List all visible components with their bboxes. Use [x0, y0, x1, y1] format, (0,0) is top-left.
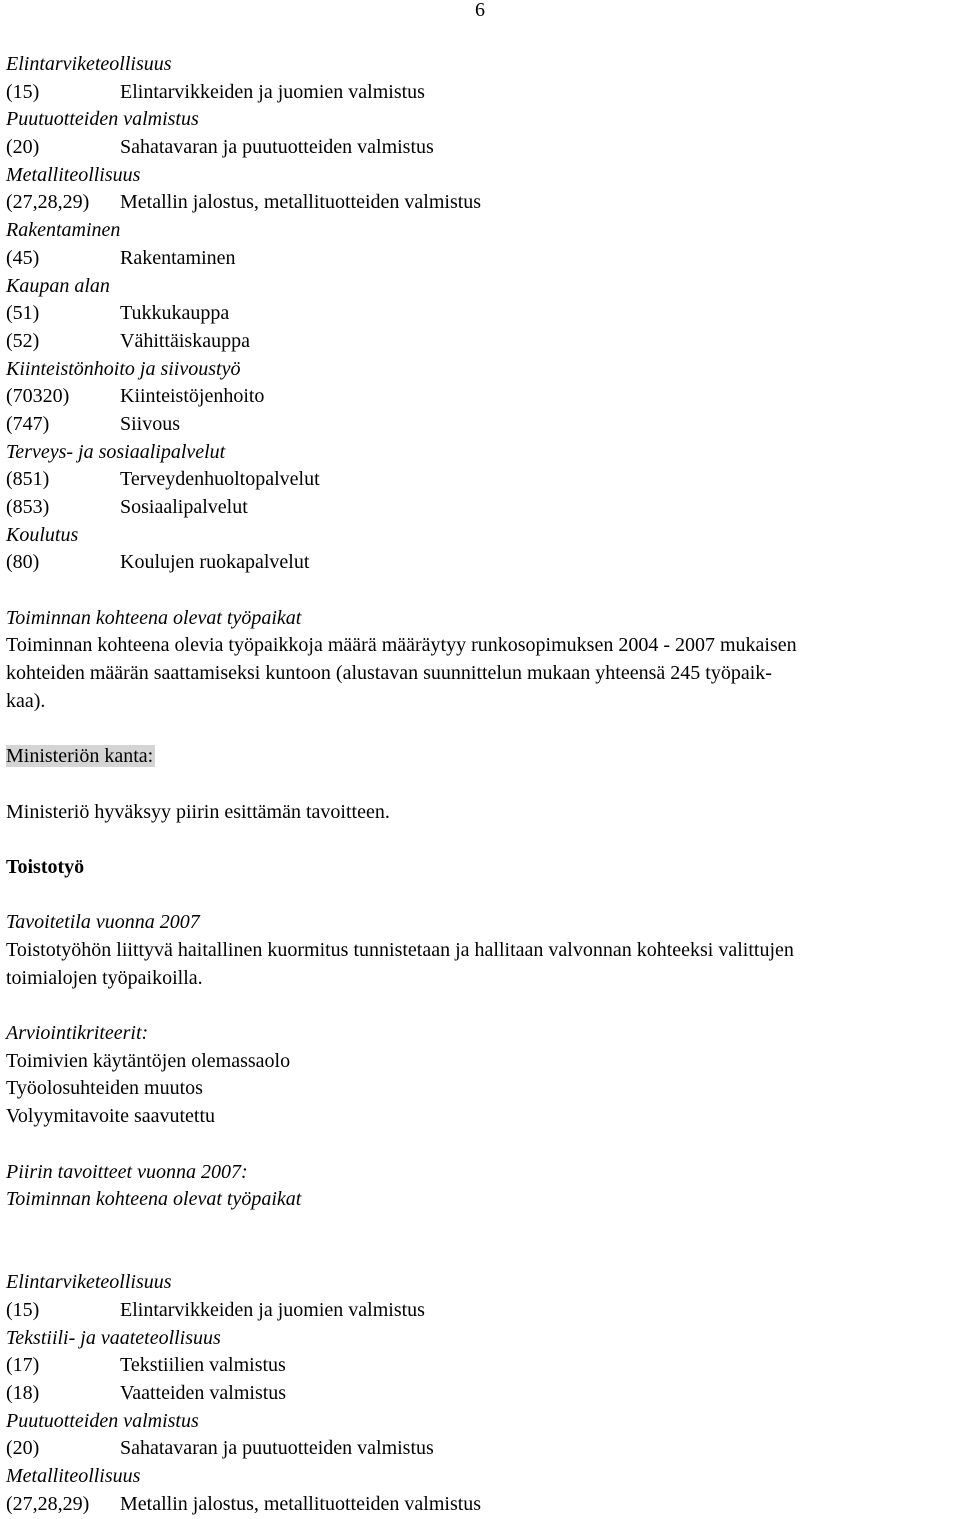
- industry-name: Tukkukauppa: [120, 302, 230, 325]
- industry-entry: [6, 134, 960, 162]
- industry-heading: Puutuotteiden valmistus: [6, 108, 199, 131]
- industry-entry: [6, 1297, 960, 1325]
- criteria-item: Toimivien käytäntöjen olemassaolo: [6, 1049, 291, 1072]
- industry-code: (27,28,29): [6, 1492, 90, 1515]
- industry-list-2: [6, 1269, 960, 1518]
- industry-entry: [6, 549, 960, 577]
- industry-heading: Metalliteollisuus: [6, 1465, 141, 1488]
- industry-entry: [6, 1491, 960, 1519]
- industry-heading: Puutuotteiden valmistus: [6, 1409, 199, 1432]
- industry-heading: Tekstiili- ja vaateteollisuus: [6, 1326, 221, 1349]
- targets-paragraph-line: kohteiden määrän saattamiseksi kuntoon (alustavan suunnittelun mukaan yhteensä 245 työpaik-: [6, 662, 772, 685]
- industry-name: Sahatavaran ja puutuotteiden valmistus: [120, 136, 434, 159]
- goal-paragraph-line: Toistotyöhön liittyvä haitallinen kuormitus tunnistetaan ja hallitaan valvonnan kohteeksi valittujen: [6, 939, 794, 961]
- ministry-statement: Ministeriö hyväksyy piirin esittämän tavoitteen.: [6, 800, 390, 823]
- industry-code: (851): [6, 468, 50, 491]
- industry-code: (20): [6, 136, 40, 159]
- section-title: Toistotyö: [6, 855, 85, 878]
- criteria-item: Työolosuhteiden muutos: [6, 1077, 203, 1100]
- industry-entry: [6, 300, 960, 328]
- industry-heading: Metalliteollisuus: [6, 163, 141, 186]
- targets-heading: Toiminnan kohteena olevat työpaikat: [6, 606, 302, 629]
- industry-entry: [6, 79, 960, 107]
- industry-name: Kiinteistöjenhoito: [120, 385, 265, 408]
- targets-section: [6, 605, 960, 716]
- document-body: [6, 51, 960, 1518]
- industry-name: Sosiaalipalvelut: [120, 496, 248, 518]
- industry-code: (20): [6, 1437, 40, 1460]
- industry-code: (51): [6, 302, 40, 325]
- industry-entry: [6, 1380, 960, 1408]
- industry-name: Vaatteiden valmistus: [120, 1382, 287, 1404]
- industry-code: (52): [6, 329, 40, 352]
- targets-paragraph-line: kaa).: [6, 689, 46, 712]
- industry-heading: Terveys- ja sosiaalipalvelut: [6, 440, 226, 463]
- industry-code: (15): [6, 1298, 40, 1321]
- industry-entry: [6, 245, 960, 273]
- industry-entry: [6, 383, 960, 411]
- industry-heading: Koulutus: [6, 523, 79, 546]
- criteria-heading: Arviointikriteerit:: [6, 1022, 149, 1045]
- page-number: 6: [475, 0, 485, 21]
- industry-code: (15): [6, 80, 40, 103]
- targets-paragraph-line: Toiminnan kohteena olevia työpaikkoja määrä määräytyy runkosopimuksen 2004 - 2007 mukaisen: [6, 634, 797, 657]
- industry-name: Metallin jalostus, metallituotteiden valmistus: [120, 191, 482, 214]
- industry-name: Metallin jalostus, metallituotteiden valmistus: [120, 1492, 482, 1515]
- ministry-section: [6, 743, 960, 826]
- industry-name: Tekstiilien valmistus: [120, 1354, 286, 1377]
- industry-code: (18): [6, 1382, 40, 1404]
- industry-code: (853): [6, 496, 50, 518]
- industry-heading: Kiinteistönhoito ja siivoustyö: [6, 357, 241, 380]
- industry-entry: [6, 411, 960, 439]
- industry-heading: Rakentaminen: [6, 219, 121, 242]
- industry-name: Vähittäiskauppa: [120, 329, 250, 352]
- industry-name: Elintarvikkeiden ja juomien valmistus: [120, 80, 425, 103]
- industry-entry: [6, 1435, 960, 1463]
- industry-name: Terveydenhuoltopalvelut: [120, 468, 320, 491]
- industry-code: (747): [6, 412, 50, 435]
- goal-heading: Tavoitetila vuonna 2007: [6, 911, 200, 934]
- industry-code: (70320): [6, 385, 70, 408]
- ministry-label: Ministeriön kanta:: [6, 745, 154, 768]
- industry-code: (45): [6, 246, 40, 269]
- industry-heading: Elintarviketeollisuus: [6, 1271, 172, 1294]
- industry-entry: [6, 466, 960, 494]
- industry-list-1: [6, 51, 960, 577]
- industry-entry: [6, 1352, 960, 1380]
- goal-paragraph-line: toimialojen työpaikoilla.: [6, 966, 203, 989]
- industry-entry: [6, 189, 960, 217]
- industry-entry: [6, 494, 960, 522]
- industry-name: Koulujen ruokapalvelut: [120, 551, 310, 574]
- industry-heading: Elintarviketeollisuus: [6, 53, 172, 75]
- district-heading: Piirin tavoitteet vuonna 2007:: [6, 1160, 248, 1183]
- industry-name: Siivous: [120, 412, 181, 435]
- industry-code: (17): [6, 1354, 40, 1377]
- industry-heading: Kaupan alan: [6, 274, 110, 297]
- industry-name: Elintarvikkeiden ja juomien valmistus: [120, 1298, 425, 1321]
- industry-code: (80): [6, 551, 40, 574]
- industry-code: (27,28,29): [6, 191, 90, 214]
- industry-name: Sahatavaran ja puutuotteiden valmistus: [120, 1437, 434, 1460]
- industry-entry: [6, 328, 960, 356]
- industry-name: Rakentaminen: [120, 246, 236, 269]
- criteria-item: Volyymitavoite saavutettu: [6, 1105, 216, 1128]
- district-subheading: Toiminnan kohteena olevat työpaikat: [6, 1188, 302, 1211]
- toistotyo-section: [6, 854, 960, 1214]
